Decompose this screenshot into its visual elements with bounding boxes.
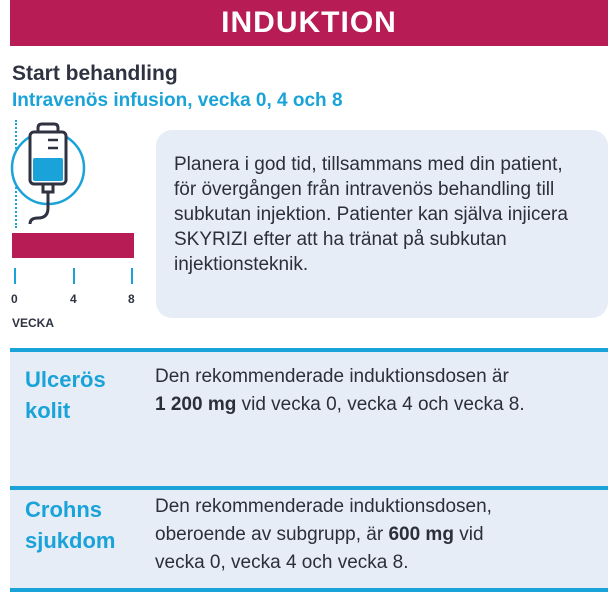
uc-title-line2: kolit (25, 398, 71, 423)
start-title: Start behandling (12, 62, 178, 85)
tick-label-4: 4 (70, 292, 77, 306)
induktion-banner (10, 0, 608, 46)
planning-info-box (156, 130, 608, 318)
cd-text-line3: vecka 0, vecka 4 och vecka 8. (155, 552, 409, 573)
uc-dose-text (155, 363, 600, 419)
infusion-period-bar (12, 233, 134, 258)
cd-dose: 600 mg (388, 524, 454, 545)
uc-title (25, 364, 106, 426)
banner-title: INDUKTION (221, 6, 397, 39)
section-ulcerative-colitis (10, 348, 608, 490)
tick-label-8: 8 (128, 292, 135, 306)
cd-title-line2: sjukdom (25, 528, 116, 553)
uc-text-line2-rest: vid vecka 0, vecka 4 och vecka 8. (236, 394, 525, 415)
start-subtitle: Intravenös infusion, vecka 0, 4 och 8 (12, 90, 343, 111)
tick-4 (73, 268, 75, 284)
cd-text-line2-post: vid (453, 524, 484, 545)
planning-info-text: Planera i god tid, tillsammans med din patient, för övergången från intravenös behandling till subkutan injektion. Patienter kan själva injicera SKYRIZI efter att ha tränat på subkutan injektionsteknik. (174, 154, 568, 275)
cd-text-line2 (155, 521, 600, 549)
uc-title-line1: Ulcerös (25, 367, 106, 392)
cd-text-line1: Den rekommenderade induktionsdosen, (155, 496, 492, 517)
section-crohns-disease (10, 486, 608, 592)
uc-text-line1: Den rekommenderade induktionsdosen är (155, 366, 509, 387)
tick-0 (14, 268, 16, 284)
tick-label-0: 0 (11, 292, 18, 306)
cd-title-line1: Crohns (25, 497, 102, 522)
uc-text-line2 (155, 391, 600, 419)
cd-text-line2-pre: oberoende av subgrupp, är (155, 524, 389, 545)
cd-title (25, 494, 115, 556)
iv-bag-icon (8, 120, 98, 228)
uc-dose: 1 200 mg (155, 394, 237, 415)
tick-8 (131, 268, 133, 284)
cd-dose-text (155, 493, 600, 577)
timeline-unit-label: VECKA (12, 316, 55, 330)
